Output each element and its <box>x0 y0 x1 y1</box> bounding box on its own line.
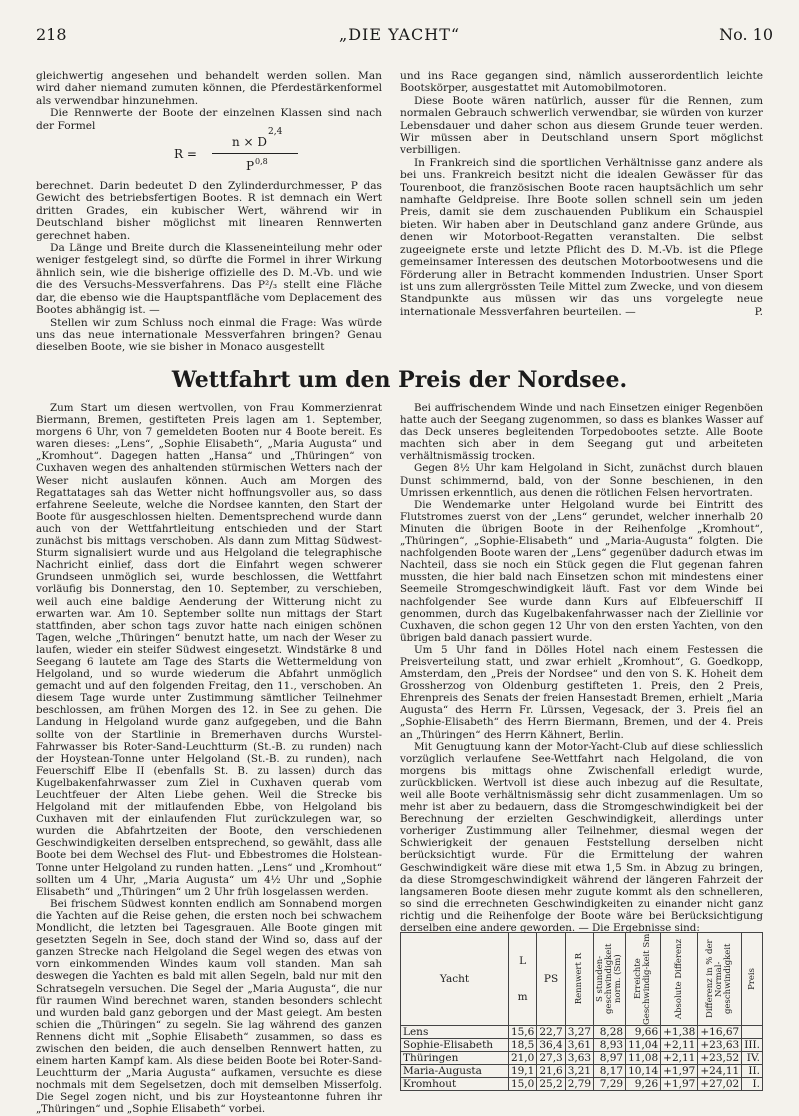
table-cell: +1,38 <box>661 1026 698 1039</box>
bottom-left-column <box>36 402 382 1116</box>
table-cell: 3,63 <box>565 1052 593 1065</box>
paragraph: Die Wendemarke unter Helgoland wurde bei Eintritt des Flutstromes zuerst von der „Lens“ gerundet, welcher innerhalb 20 Minuten die übrigen Boote in der Reihenfolge „Kromhout“, „Thüringen“, „Sophie-Elisabeth“ und „Maria-Augusta“ folgten. Die nachfolgenden Boote waren der „Lens“ gegenüber dadurch etwas im Nachteil, dass sie noch ein Stück gegen die Flut gegenan fahren mussten, die hier bald nach Einsetzen schon mit mindestens einer Seemeile Stromgeschwindigkeit läuft. Fast vor dem Winde bei nachfolgender See wurde dann Kurs auf Elbfeuerschiff II genommen, durch das Kugelbakenfahrwasser nach der Ziellinie vor Cuxhaven, die schon gegen 12 Uhr von den ersten Yachten, von den übrigen bald danach passiert wurde. <box>400 498 763 644</box>
table-row <box>401 1052 763 1065</box>
paragraph: Mit Genugtuung kann der Motor-Yacht-Club auf diese schliesslich vorzüglich verlaufene See-Wettfahrt nach Helgoland, die von morgens bis mittags ohne Zwischenfall erledigt wurde, zurückblicken. Wertvoll ist diese auch inbezug auf die Resultate, weil alle Boote verhältnismässig sehr dicht zusammenlagen. Um so mehr ist aber zu bedauern, dass die Stromgeschwindigkeit bei der Berechnung der erzielten Geschwindigkeit, allerdings unter vorheriger Zustimmung aller Teilnehmer, diesmal wegen der Schwierigkeit der genauen Feststellung derselben nicht berücksichtigt wurde. Für die Ermittelung der wahren Geschwindigkeit wäre diese mit etwa 1,5 Sm. in Abzug zu bringen, da diese Stromgeschwindigkeit während der längeren Fahrzeit der langsameren Boote diesen mehr zugute kommt als den schnelleren, so sind die errechneten Geschwindigkeiten zu einander nicht ganz richtig und die Reihenfolge der Boote wäre bei Berücksichtigung derselben eine andere geworden. — Die Ergebnisse sind: <box>400 740 763 935</box>
table-cell: +24,11 <box>698 1065 742 1078</box>
table-cell: 21,0 <box>508 1052 536 1065</box>
table-header-row <box>401 933 763 1026</box>
paragraph: berechnet. Darin bedeutet D den Zylinderdurchmesser, P das Gewicht des betriebsfertigen Bootes. R ist demnach ein Wert dritten Grades, ein kubischer Wert, während wir in Deutschland bisher möglichst mit linearen Rennwerten gerechnet haben. <box>36 180 382 242</box>
page-number: 218 <box>36 25 67 44</box>
paragraph: Stellen wir zum Schluss noch einmal die Frage: Was würde uns das neue internationale Messverfahren bringen? Genau dieselben Boote, wie sie bisher in Monaco ausgestellt <box>36 316 382 354</box>
table-cell: +2,11 <box>661 1039 698 1052</box>
table-cell: 8,28 <box>594 1026 626 1039</box>
table-cell: 8,17 <box>594 1065 626 1078</box>
table-cell: 21,6 <box>537 1065 565 1078</box>
table-cell: +2,11 <box>661 1052 698 1065</box>
table-cell: Maria-Augusta <box>401 1065 509 1078</box>
table-cell: 18,5 <box>508 1039 536 1052</box>
column-header: Rennwert R <box>565 933 593 1026</box>
table-cell: 2,79 <box>565 1078 593 1091</box>
formula <box>36 127 382 180</box>
paragraph: gleichwertig angesehen und behandelt werden sollen. Man wird daher niemand zumuten können, die Pferdestärkenformel als verwendbar hinzunehmen. <box>36 70 382 107</box>
table-row <box>401 1026 763 1039</box>
paragraph: Die Rennwerte der Boote der einzelnen Klassen sind nach der Formel <box>36 107 382 132</box>
table-cell: Lens <box>401 1026 509 1039</box>
table-cell: 22,7 <box>537 1026 565 1039</box>
table-cell: +1,97 <box>661 1078 698 1091</box>
table-cell: 8,93 <box>594 1039 626 1052</box>
table-cell: I. <box>742 1078 763 1091</box>
table-cell: 9,26 <box>626 1078 661 1091</box>
table-cell: 25,2 <box>537 1078 565 1091</box>
bottom-right-column <box>400 402 763 934</box>
table-row <box>401 1039 763 1052</box>
issue-number: No. 10 <box>719 25 773 44</box>
column-header: L m <box>508 933 536 1026</box>
column-header: S stunden-geschwindigkeit norm. (Sm) <box>594 933 626 1026</box>
paragraph: In Frankreich sind die sportlichen Verhältnisse ganz andere als bei uns. Frankreich besitzt nicht die idealen Gewässer für das Tourenboot, die französischen Boote racen hauptsächlich um sehr namhafte Geldpreise. Ihre Boote sollen schnell sein um jeden Preis, damit sie dem zuschauenden Publikum ein Schauspiel bieten. Wir haben aber in Deutschland ganz andere Gründe, aus denen wir Motorboot-Regatten veranstalten. Die selbst zugeeignete erste und letzte Pflicht des D. M.-Vb. ist die Pflege gemeinsamer Interessen des deutschen Motorbootwesens und die Förderung aller in Betracht kommenden Industrien. Unser Sport ist uns zum allergrössten Teile Mittel zum Zwecke, und von diesem Standpunkte aus müssen wir das uns vorgelegte neue internationale Messverfahren beurteilen. — <box>400 156 763 318</box>
table-cell: 9,66 <box>626 1026 661 1039</box>
results-table-wrapper <box>400 928 763 1091</box>
table-cell: Sophie-Elisabeth <box>401 1039 509 1052</box>
table-cell: IV. <box>742 1052 763 1065</box>
paragraph: und ins Race gegangen sind, nämlich ausserordentlich leichte Bootskörper, ausgestattet mit Automobilmotoren. <box>400 70 763 95</box>
page-header <box>0 0 799 52</box>
table-cell: 11,08 <box>626 1052 661 1065</box>
table-cell: 36,4 <box>537 1039 565 1052</box>
unit-label: m <box>517 991 528 1003</box>
formula-numerator: n × D <box>232 135 268 150</box>
table-cell: 11,04 <box>626 1039 661 1052</box>
table-cell: II. <box>742 1065 763 1078</box>
column-header: Erreichte Geschwindig-keit Sm <box>626 933 661 1026</box>
formula-lhs: R = <box>174 147 197 162</box>
table-cell: Kromhout <box>401 1078 509 1091</box>
paragraph: Zum Start um diesen wertvollen, von Frau Kommerzienrat Biermann, Bremen, gestifteten Preis lagen am 1. September, morgens 6 Uhr, von 7 gemeldeten Booten nur 4 Boote bereit. Es waren dieses: „Lens“, „Sophie Elisabeth“, „Maria Augusta“ und „Kromhout“. Dagegen hatten „Hansa“ und „Thüringen“ von Cuxhaven wegen des anhaltenden stürmischen Wetters nach der Weser nicht auslaufen können. Auch am Morgen des Regattatages sah das Wetter nicht hoffnungsvoller aus, so dass erfahrene Seeleute, welche die Nordsee kannten, den Start der Boote für ausgeschlossen hielten. Dementsprechend wurde dann auch von der Wettfahrtleitung entschieden und der Start zunächst bis mittags verschoben. Als dann zum Mittag Südwest-Sturm signalisiert wurde und aus Helgoland die telegraphische Nachricht einlief, dass dort die Einfahrt wegen schwerer Grundseen unmöglich sei, wurde beschlossen, die Wettfahrt vorläufig bis Donnerstag, den 10. September, zu verschieben, weil auch eine baldige Aenderung der Witterung nicht zu erwarten war. Am 10. September sollte nun mittags der Start stattfinden, aber schon tags zuvor hatte nach einigen schönen Tagen, welche „Thüringen“ benutzt hatte, um nach der Weser zu laufen, wieder ein steifer Südwest eingesetzt. Windstärke 8 und Seegang 6 lautete am Tage des Starts die Wettermeldung von Helgoland, und so wurde wiederum die Abfahrt unmöglich gemacht und auf den folgenden Freitag, den 11., verschoben. An diesem Tage wurde unter Zustimmung sämtlicher Teilnehmer beschlossen, am frühen Morgen des 12. in See zu gehen. Die Landung in Helgoland wurde ganz aufgegeben, und die Bahn sollte von der Startlinie in Bremerhaven durchs Wurstel-Fahrwasser bis Roter-Sand-Leuchtturm (St.-B. zu runden) nach der Hoystean-Tonne unter Helgoland (St.-B. zu runden), nach Feuerschiff Elbe II (ebenfalls St. B. zu lassen) durch das Kugelbakenfahrwasser zum Ziel in Cuxhaven querab vom Leuchtfeuer der Alten Liebe gehen. Weil die Strecke bis Helgoland mit der mitlaufenden Ebbe, von Helgoland bis Cuxhaven mit der einlaufenden Flut zurückzulegen war, so wurden die Abfahrtzeiten der Boote, den verschiedenen Geschwindigkeiten derselben entsprechend, so gewählt, dass alle Boote bei dem Wechsel des Flut- und Ebbestromes die Holstean-Tonne unter Helgoland zu runden hatten. „Lens“ und „Kromhout“ sollten um 4 Uhr, „Maria Augusta“ um 4½ Uhr und „Sophie Elisabeth“ und „Thüringen“ um 2 Uhr früh losgelassen werden. <box>36 402 382 898</box>
table-cell: 27,3 <box>537 1052 565 1065</box>
paragraph: Bei auffrischendem Winde und nach Einsetzen einiger Regenböen hatte auch der Seegang zugenommen, so dass es blankes Wasser auf das Deck unseres begleitenden Torpedobootes setzte. Alle Boote machten sich aber in dem Seegang gut und arbeiteten verhältnismässig trocken. <box>400 402 763 463</box>
paragraph: Da Länge und Breite durch die Klasseneinteilung mehr oder weniger festgelegt sind, so dürfte die Formel in ihrer Wirkung ähnlich sein, wie die bisherige offizielle des D. M.-Vb. und wie die des Versuchs-Messverfahrens. Das P²/₃ stellt eine Fläche dar, die ebenso wie die Hauptspantfläche vom Deplacement des Bootes abhängig ist. — <box>36 242 382 317</box>
table-cell: 3,21 <box>565 1065 593 1078</box>
table-cell: 15,0 <box>508 1078 536 1091</box>
table-cell: 8,97 <box>594 1052 626 1065</box>
top-right-column <box>400 70 763 319</box>
table-row <box>401 1078 763 1091</box>
column-header: Differenz in % der Normal-geschwindigkeit <box>698 933 742 1026</box>
table-cell: +23,63 <box>698 1039 742 1052</box>
table-cell: +1,97 <box>661 1065 698 1078</box>
fraction-bar <box>212 153 298 154</box>
paragraph: Um 5 Uhr fand in Dölles Hotel nach einem Festessen die Preisverteilung statt, und zwar erhielt „Kromhout“, G. Goedkopp, Amsterdam, den „Preis der Nordsee“ und den von S. K. Hoheit dem Grossherzog von Oldenburg gestifteten 1. Preis, den 2 Preis, Ehrenpreis des Senats der freien Hansestadt Bremen, erhielt „Maria Augusta“ des Herrn Fr. Lürssen, Vegesack, der 3. Preis fiel an „Sophie-Elisabeth“ des Herrn Biermann, Bremen, und der 4. Preis an „Thüringen“ des Herrn Kähnert, Berlin. <box>400 643 763 741</box>
paragraph: Gegen 8½ Uhr kam Helgoland in Sicht, zunächst durch blauen Dunst schimmernd, bald, von der Sonne beschienen, in den Umrissen erkenntlich, aus denen die rötlichen Felsen hervortraten. <box>400 462 763 499</box>
author-signature: P. <box>754 306 763 319</box>
column-header: Absolute Differenz <box>661 933 698 1026</box>
paragraph: Diese Boote wären natürlich, ausser für die Rennen, zum normalen Gebrauch schwerlich verwendbar, sie würden von kurzer Lebensdauer und daher schon aus diesem Grunde teuer werden. Wir müssen aber in Deutschland unsern Sport möglichst verbilligen. <box>400 94 763 157</box>
table-cell: 7,29 <box>594 1078 626 1091</box>
formula-denominator: P <box>246 159 255 174</box>
column-header: Yacht <box>401 933 509 1026</box>
running-title: „DIE YACHT“ <box>338 25 461 44</box>
formula-denominator-exponent: 0,8 <box>255 157 268 167</box>
table-cell <box>742 1026 763 1039</box>
table-row <box>401 1065 763 1078</box>
column-header: Preis <box>742 933 763 1026</box>
table-cell: 10,14 <box>626 1065 661 1078</box>
table-cell: +16,67 <box>698 1026 742 1039</box>
table-cell: Thüringen <box>401 1052 509 1065</box>
table-cell: 3,27 <box>565 1026 593 1039</box>
article-title: Wettfahrt um den Preis der Nordsee. <box>171 367 628 393</box>
table-cell: III. <box>742 1039 763 1052</box>
table-cell: +23,52 <box>698 1052 742 1065</box>
table-cell: 15,6 <box>508 1026 536 1039</box>
formula-exponent: 2,4 <box>268 127 283 138</box>
table-cell: 19,1 <box>508 1065 536 1078</box>
table-cell: 3,61 <box>565 1039 593 1052</box>
column-header: PS <box>537 933 565 1026</box>
top-left-column <box>36 70 382 354</box>
paragraph: Bei frischem Südwest konnten endlich am Sonnabend morgen die Yachten auf die Reise gehen, die ersten noch bei schwachem Mondlicht, die letzten bei Tagesgrauen. Alle Boote gingen mit gesetzten Segeln in See, doch stand der Wind so, dass auf der ganzen Strecke nach Helgoland die Segel wegen des etwas von vorn einkommenden Windes kaum voll standen. Man sah deswegen die Yachten es bald mit allen Segeln, bald nur mit den Schratsegeln versuchen. Die Segel der „Maria Augusta“, die nur für raumen Wind berechnet waren, standen besonders schlecht und wurden bald ganz geborgen und der Mast geiegt. Am besten schien die „Thüringen“ zu segeln. Sie lag während des ganzen Rennens dicht mit „Sophie Elisabeth“ zusammen, so dass es zwischen den beiden, die auch denselben Rennwert hatten, zu einem harten Kampf kam. Als diese beiden Boote bei Roter-Sand-Leuchtturm der „Maria Augusta“ aufkamen, versuchte es diese nochmals mit dem Segelsetzen, doch mit demselben Misserfolg. Die Segel zogen nicht, und bis zur Hoysteantonne fuhren ihr „Thüringen“ und „Sophie Elisabeth“ vorbei. <box>36 897 382 1116</box>
results-table <box>400 932 763 1091</box>
table-cell: +27,02 <box>698 1078 742 1091</box>
